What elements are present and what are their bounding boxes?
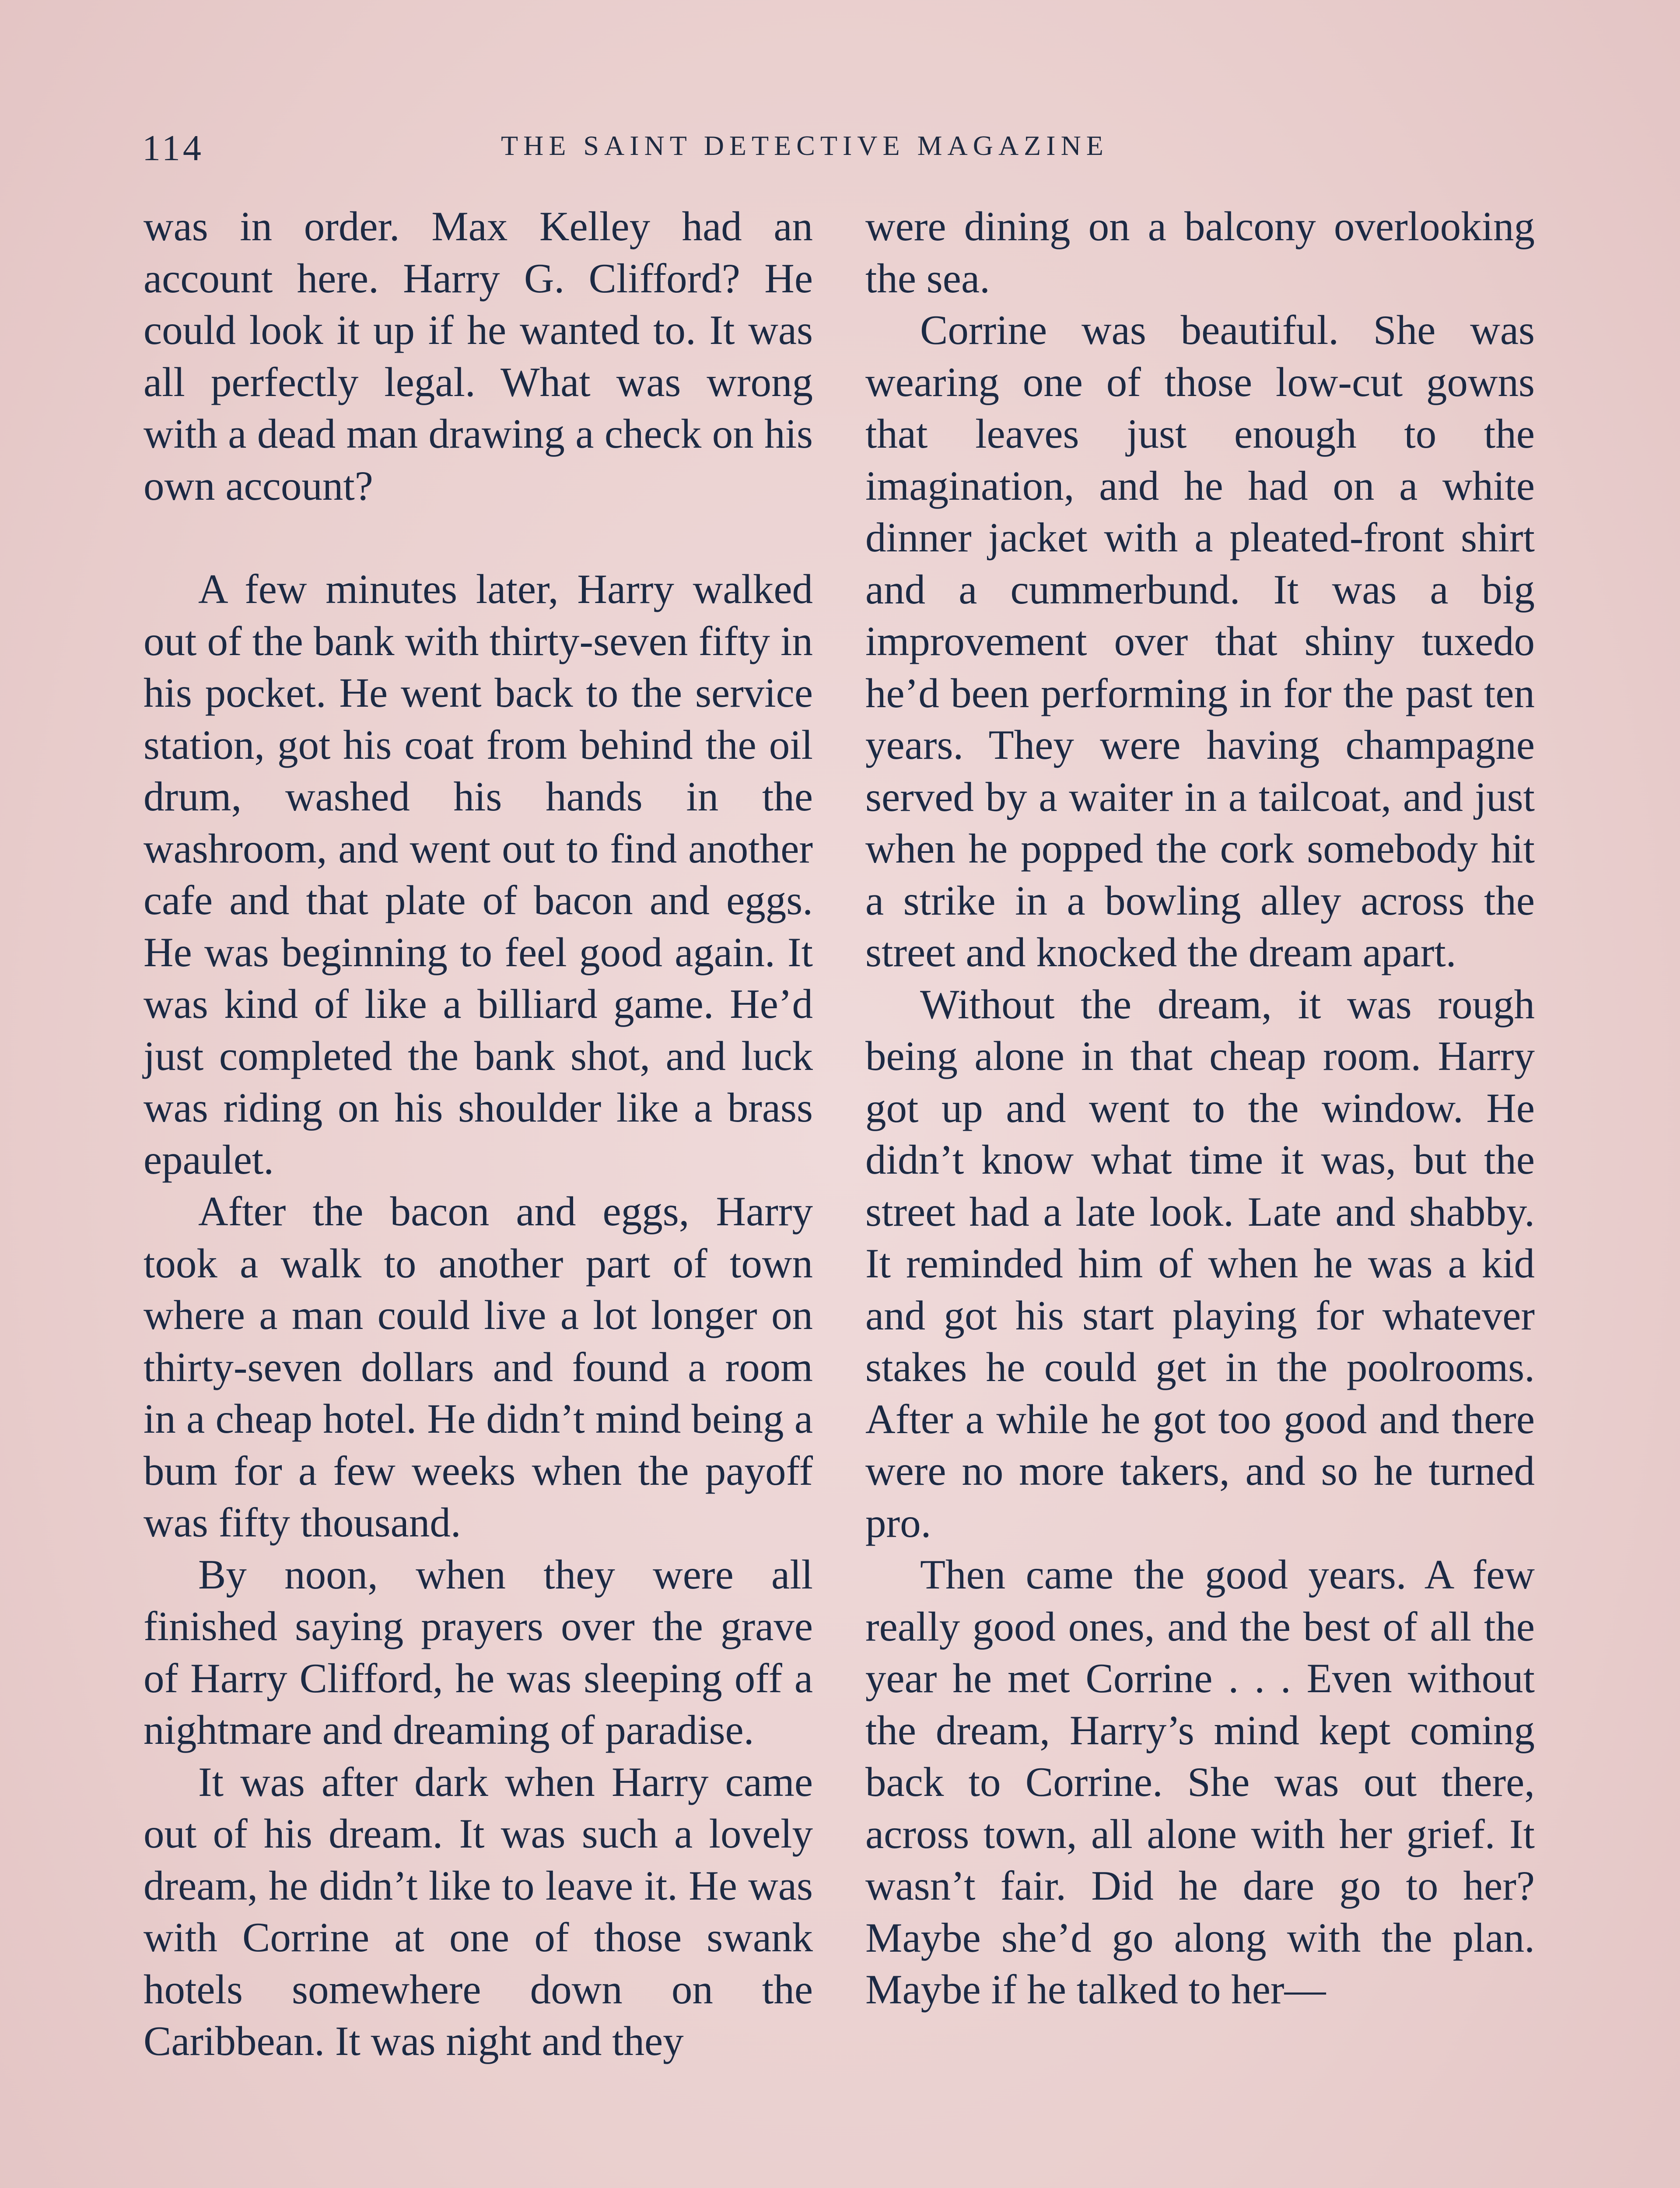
magazine-title: THE SAINT DETECTIVE MAGAZINE: [501, 130, 1109, 161]
paragraph: By noon, when they were all finished saying prayers over the grave of Harry Clifford, he was sleeping off a nightmare and dreaming of paradise.: [144, 1551, 813, 1753]
paragraph: A few minutes later, Harry walked out of the bank with thirty-seven fifty in his pocket. He went back to the service station, got his coat from behind the oil drum, washed his hands in the washroom, and went out to find another cafe and that plate of bacon and eggs. He was beginning to feel good again. It was kind of like a billiard game. He’d just completed the bank shot, and luck was riding on his shoulder like a brass epaulet.: [144, 566, 813, 1183]
page-number: 114: [142, 128, 204, 168]
paragraph: It was after dark when Harry came out of his dream. It was such a lovely dream, he didn’t like to leave it. He was with Corrine at one of those swank hotels somewhere down on the Caribbean. It was night and they: [144, 1758, 813, 2064]
paragraph: Then came the good years. A few really good ones, and the best of all the year he met Corrine . . . Even without the dream, Harry’s mind kept coming back to Corrine. She was out there, across town, all alone with her grief. It wasn’t fair. Did he dare go to her? Maybe she’d go along with the plan. Maybe if he talked to her—: [865, 1551, 1535, 2013]
right-column: [865, 200, 1535, 2016]
paragraph: was in order. Max Kelley had an account here. Harry G. Clifford? He could look it up if he wanted to. It was all perfectly legal. What was wrong with a dead man drawing a check on his own account?: [144, 203, 813, 509]
paragraph: After the bacon and eggs, Harry took a walk to another part of town where a man could live a lot longer on thirty-seven dollars and found a room in a cheap hotel. He didn’t mind being a bum for a few weeks when the payoff was fifty thousand.: [144, 1188, 813, 1546]
running-head: [142, 127, 1549, 175]
paragraph: were dining on a balcony overlooking the sea.: [865, 203, 1535, 302]
left-column: [144, 200, 813, 2067]
paragraph: Without the dream, it was rough being alone in that cheap room. Harry got up and went to the window. He didn’t know what time it was, but the street had a late look. Late and shabby. It reminded him of when he was a kid and got his start playing for whatever stakes he could get in the poolrooms. After a while he got too good and there were no more takers, and so he turned pro.: [865, 981, 1535, 1546]
paragraph: Corrine was beautiful. She was wearing one of those low-cut gowns that leaves just enough to the imagination, and he had on a white dinner jacket with a pleated-front shirt and a cummerbund. It was a big improvement over that shiny tuxedo he’d been performing in for the past ten years. They were having champagne served by a waiter in a tailcoat, and just when he popped the cork somebody hit a strike in a bowling alley across the street and knocked the dream apart.: [865, 307, 1535, 975]
